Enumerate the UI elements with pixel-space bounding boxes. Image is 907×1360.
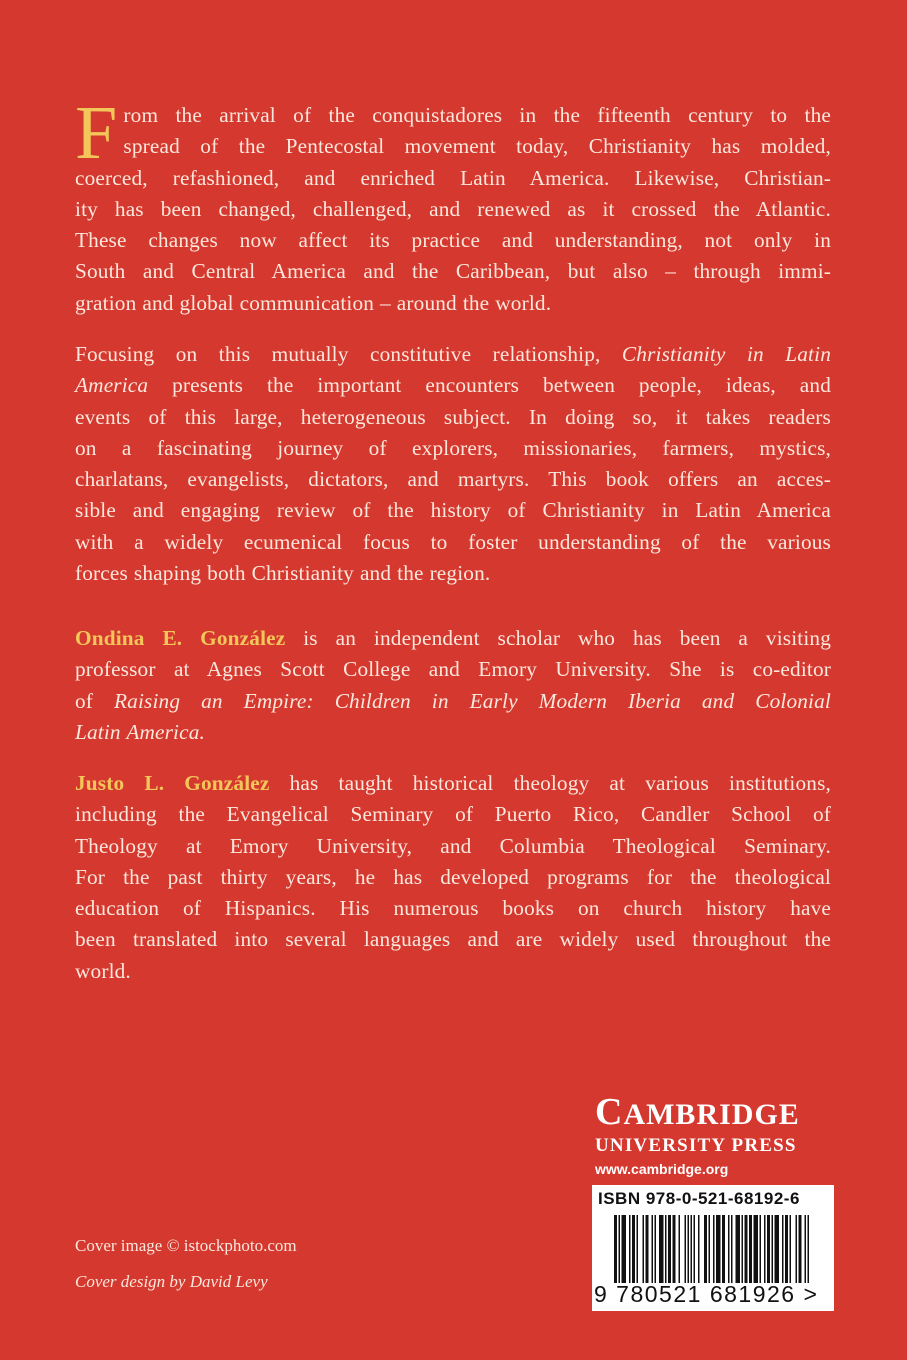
- text-line: gration and global communication – around the world.: [75, 290, 552, 315]
- text-line: These changes now affect its practice and understanding, not only in: [75, 228, 831, 253]
- barcode-bar: [772, 1215, 774, 1283]
- barcode-bar: [668, 1215, 671, 1283]
- barcode-bar: [767, 1215, 770, 1283]
- text-line: rom the arrival of the conquistadores in the fifteenth century to the: [123, 103, 831, 127]
- barcode-bar: [728, 1215, 730, 1283]
- barcode-bar: [799, 1215, 802, 1283]
- text-span: is an independent scholar who has been a visiting: [285, 626, 831, 650]
- text-line: coerced, refashioned, and enriched Latin America. Likewise, Christian-: [75, 165, 831, 190]
- barcode-bar: [749, 1215, 752, 1283]
- barcode-bar: [685, 1215, 687, 1283]
- description-paragraph-1: [75, 91, 831, 319]
- text-line: world.: [75, 958, 131, 983]
- text-span: has taught historical theology at various institutions,: [269, 771, 831, 795]
- text-span: of: [75, 688, 115, 713]
- barcode-bar: [691, 1215, 693, 1283]
- barcode-bar: [629, 1215, 631, 1283]
- barcode-bar: [745, 1215, 748, 1283]
- barcode-bar: [805, 1215, 807, 1283]
- isbn-barcode: [592, 1185, 834, 1311]
- barcode-bar: [736, 1215, 741, 1283]
- text-line: South and Central America and the Caribbean, but also – through immi-: [75, 259, 831, 284]
- barcode-bar: [652, 1215, 654, 1283]
- barcode-bar: [673, 1215, 676, 1283]
- text-line: [75, 370, 831, 401]
- text-line: sible and engaging review of the history of Christianity in Latin America: [75, 498, 831, 523]
- barcode-bar: [665, 1215, 667, 1283]
- text-line: professor at Agnes Scott College and Emory University. She is co-editor: [75, 657, 831, 682]
- barcode-bar: [722, 1215, 725, 1283]
- barcode-bar: [782, 1215, 784, 1283]
- text-line: charlatans, evangelists, dictators, and martyrs. This book offers an acces-: [75, 467, 831, 492]
- author-name: Ondina E. González: [75, 626, 286, 650]
- barcode-digits: 9 780521 681926 >: [594, 1281, 819, 1307]
- barcode-bar: [808, 1215, 810, 1283]
- barcode-bar: [688, 1215, 690, 1283]
- barcode-bar: [694, 1215, 696, 1283]
- barcode-bar: [704, 1215, 707, 1283]
- text-line: forces shaping both Christianity and the region.: [75, 561, 491, 586]
- text-line: been translated into several languages and are widely used throughout the: [75, 927, 831, 952]
- description-paragraph-2: [75, 339, 831, 589]
- isbn-label: ISBN 978-0-521-68192-6: [598, 1189, 800, 1208]
- barcode-bar: [731, 1215, 733, 1283]
- text-line: For the past thirty years, he has developed programs for the theological: [75, 864, 831, 889]
- publisher-name-rest: AMBRIDGE: [623, 1098, 800, 1131]
- text-line: [75, 339, 831, 370]
- publisher-initial: C: [595, 1091, 624, 1133]
- text-line: Theology at Emory University, and Columbia Theological Seminary.: [75, 833, 831, 858]
- text-line: events of this large, heterogeneous subject. In doing so, it takes readers: [75, 404, 831, 429]
- barcode-bar: [698, 1215, 700, 1283]
- barcode-bar: [646, 1215, 649, 1283]
- barcode-bar: [637, 1215, 639, 1283]
- cover-design-credit: Cover design by David Levy: [75, 1272, 268, 1291]
- barcode-bar: [754, 1215, 759, 1283]
- text-line: ity has been changed, challenged, and renewed as it crossed the Atlantic.: [75, 196, 831, 221]
- text-line: spread of the Pentecostal movement today, Christianity has molded,: [123, 134, 831, 159]
- text-line: [75, 623, 831, 654]
- text-line: on a fascinating journey of explorers, missionaries, farmers, mystics,: [75, 435, 831, 460]
- barcode-bar: [619, 1215, 621, 1283]
- author-bio-2: [75, 768, 831, 987]
- barcode-bar: [659, 1215, 664, 1283]
- text-line: education of Hispanics. His numerous books on church history have: [75, 896, 831, 921]
- barcode-bar: [622, 1215, 627, 1283]
- text-span: Focusing on this mutually constitutive relationship,: [75, 342, 622, 366]
- barcode-bar: [614, 1215, 617, 1283]
- book-title: Christianity in Latin: [621, 342, 831, 366]
- publisher-logo: [595, 1093, 835, 1178]
- text-span: presents the important encounters between people, ideas, and: [148, 373, 831, 398]
- text-line: with a widely ecumenical focus to foster understanding of the various: [75, 529, 831, 554]
- author-name: Justo L. González: [75, 771, 270, 795]
- text-line: [75, 717, 831, 748]
- author-bio-1: [75, 623, 831, 748]
- publisher-url: www.cambridge.org: [595, 1161, 729, 1177]
- barcode-bar: [760, 1215, 762, 1283]
- cover-image-credit: Cover image © istockphoto.com: [75, 1236, 297, 1255]
- book-title: America: [75, 373, 149, 398]
- drop-cap: F: [75, 91, 118, 175]
- barcode-bar: [679, 1215, 681, 1283]
- publisher-subtitle: UNIVERSITY PRESS: [595, 1135, 797, 1156]
- text-line: [75, 686, 831, 717]
- barcode-bar: [716, 1215, 721, 1283]
- text-line: [75, 768, 831, 799]
- publisher-name: [595, 1093, 835, 1134]
- barcode-bar: [709, 1215, 711, 1283]
- barcode-bar: [785, 1215, 788, 1283]
- barcode-bar: [790, 1215, 792, 1283]
- barcode-bar: [742, 1215, 744, 1283]
- barcode-bar: [632, 1215, 635, 1283]
- barcode-bar: [764, 1215, 766, 1283]
- barcode-bars: [614, 1215, 810, 1283]
- barcode-bar: [655, 1215, 657, 1283]
- text-line: including the Evangelical Seminary of Puerto Rico, Candler School of: [75, 802, 831, 827]
- book-title: Raising an Empire: Children in Early Modern Iberia and Colonial: [114, 688, 831, 713]
- barcode-bar: [713, 1215, 715, 1283]
- barcode-bar: [775, 1215, 780, 1283]
- barcode-bar: [643, 1215, 645, 1283]
- book-title: Latin America.: [75, 719, 205, 744]
- barcode-bar: [796, 1215, 798, 1283]
